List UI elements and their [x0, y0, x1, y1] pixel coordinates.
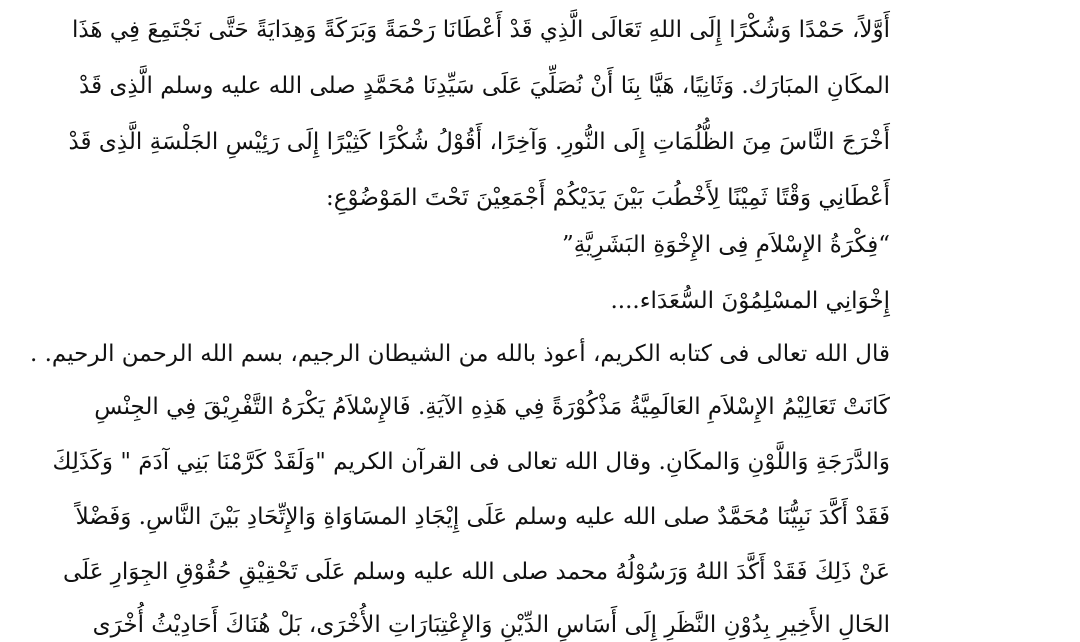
- text-line: فَقَدْ أَكَّدَ نَبِيُّنَا مُحَمَّدٌ صلى الله عليه وسلم عَلَى إِيْجَادِ المسَاوَاةِ وَالإِتِّحَادِ بَيْنَ النَّاسِ. وَفَضْلاً: [75, 504, 890, 530]
- topic-title: “فِكْرَةُ الإِسْلاَمِ فِى الإِخْوَةِ البَشَرِيَّةِ”: [561, 232, 890, 258]
- text-line: المكَانِ المبَارَك. وَثَانِيًا، هَيَّا بِنَا أَنْ نُصَلِّيَ عَلَى سَيِّدِنَا مُحَمَّدٍ صلى الله عليه وسلم الَّذِى قَدْ: [79, 73, 890, 99]
- text-line: أَعْطَانِي وَقْتًا ثَمِيْنًا لِأَخْطُبَ بَيْنَ يَدَيْكُمْ أَجْمَعِيْنَ تَحْتَ المَوْضُوْعِ:: [326, 185, 890, 211]
- text-line: الحَالِ الأَخِيرِ بِدُوْنِ النَّظَرِ إِلَى أَسَاسِ الدِّيْنِ وَالإِعْتِبَارَاتِ الأُخْرَى، بَلْ هُنَاكَ أَحَادِيْثُ أُخْرَى: [92, 612, 890, 638]
- text-line: وَالدَّرَجَةِ وَاللَّوْنِ وَالمكَانِ. وقال الله تعالى فى القرآن الكريم "وَلَقَدْ كَرَّمْنَا بَنِي آدَمَ " وَكَذَلِكَ: [52, 449, 890, 475]
- greeting-line: إِخْوَانِي المسْلِمُوْنَ السُّعَدَاء....: [610, 288, 890, 314]
- text-line: قال الله تعالى فى كتابه الكريم، أعوذ بالله من الشيطان الرجيم، بسم الله الرحمن الرحيم. .: [29, 341, 890, 367]
- text-line: أَخْرَجَ النَّاسَ مِنَ الظُّلُمَاتِ إِلَى النُّورِ. وَآخِرًا، أَقُوْلُ شُكْرًا كَثِيْرًا إِلَى رَئِيْسِ الجَلْسَةِ الَّذِى قَدْ: [68, 129, 890, 155]
- document-page: [29, 0, 890, 638]
- text-line: كَانَتْ تَعَالِيْمُ الإِسْلاَمِ العَالَمِيَّةُ مَذْكُوْرَةً فِي هَذِهِ الآيَةِ. فَالإِسْلاَمُ يَكْرَهُ التَّفْرِيْقَ فِي الجِنْسِ: [94, 394, 890, 420]
- text-line: أَوَّلاً، حَمْدًا وَشُكْرًا إِلَى اللهِ تَعَالَى الَّذِي قَدْ أَعْطَانَا رَحْمَةً وَبَرَكَةً وَهِدَايَةً حَتَّى نَجْتَمِعَ فِي هَذَا: [71, 17, 890, 43]
- text-line: عَنْ ذَلِكَ فَقَدْ أَكَّدَ اللهُ وَرَسُوْلُهُ محمد صلى الله عليه وسلم عَلَى تَحْقِيْقِ حُقُوْقِ الجِوَارِ عَلَى: [62, 559, 890, 585]
